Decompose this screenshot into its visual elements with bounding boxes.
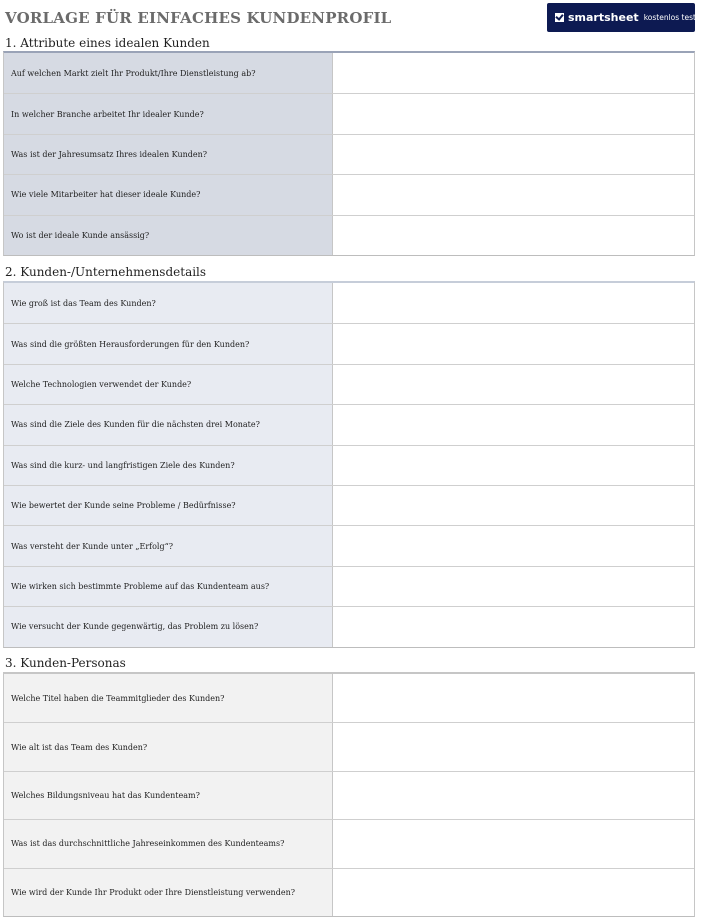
table-row — [4, 93, 694, 133]
table-row — [4, 868, 694, 916]
table-row — [4, 771, 694, 819]
customer-personas-table — [3, 672, 695, 917]
section-heading-ideal-customer-attributes: 1. Attribute eines idealen Kunden — [5, 36, 210, 50]
smartsheet-trial-button[interactable] — [547, 3, 705, 32]
question-label: Wie bewertet der Kunde seine Probleme / Bedürfnisse? — [4, 486, 333, 525]
ideal-customer-attributes-table — [3, 51, 695, 256]
question-label: In welcher Branche arbeitet Ihr idealer Kunde? — [4, 94, 333, 133]
answer-field[interactable] — [333, 820, 694, 867]
answer-field[interactable] — [333, 94, 694, 133]
table-row — [4, 215, 694, 255]
table-row — [4, 174, 694, 214]
answer-field[interactable] — [333, 772, 694, 819]
brand-name: smartsheet — [568, 11, 639, 24]
answer-field[interactable] — [333, 53, 694, 93]
answer-field[interactable] — [333, 446, 694, 485]
question-label: Auf welchen Markt zielt Ihr Produkt/Ihre Dienstleistung ab? — [4, 53, 333, 93]
section-heading-customer-personas: 3. Kunden-Personas — [5, 656, 126, 670]
answer-field[interactable] — [333, 723, 694, 770]
question-label: Wie viele Mitarbeiter hat dieser ideale Kunde? — [4, 175, 333, 214]
table-row — [4, 364, 694, 404]
question-label: Wie groß ist das Team des Kunden? — [4, 283, 333, 323]
question-label: Wo ist der ideale Kunde ansässig? — [4, 216, 333, 255]
question-label: Was sind die kurz- und langfristigen Ziele des Kunden? — [4, 446, 333, 485]
question-label: Welches Bildungsniveau hat das Kundenteam? — [4, 772, 333, 819]
table-row — [4, 53, 694, 93]
trial-label: kostenlos testen — [643, 13, 705, 22]
answer-field[interactable] — [333, 486, 694, 525]
table-row — [4, 445, 694, 485]
answer-field[interactable] — [333, 869, 694, 916]
answer-field[interactable] — [333, 674, 694, 722]
table-row — [4, 674, 694, 722]
answer-field[interactable] — [333, 607, 694, 646]
table-row — [4, 323, 694, 363]
section-heading-customer-company-details: 2. Kunden-/Unternehmensdetails — [5, 265, 207, 279]
question-label: Was ist der Jahresumsatz Ihres idealen Kunden? — [4, 135, 333, 174]
table-row — [4, 722, 694, 770]
answer-field[interactable] — [333, 526, 694, 565]
table-row — [4, 566, 694, 606]
table-row — [4, 283, 694, 323]
answer-field[interactable] — [333, 365, 694, 404]
answer-field[interactable] — [333, 135, 694, 174]
question-label: Was sind die Ziele des Kunden für die nächsten drei Monate? — [4, 405, 333, 444]
customer-company-details-table — [3, 281, 695, 648]
answer-field[interactable] — [333, 283, 694, 323]
question-label: Welche Titel haben die Teammitglieder des Kunden? — [4, 674, 333, 722]
question-label: Wie versucht der Kunde gegenwärtig, das Problem zu lösen? — [4, 607, 333, 646]
table-row — [4, 819, 694, 867]
question-label: Was versteht der Kunde unter „Erfolg“? — [4, 526, 333, 565]
question-label: Was ist das durchschnittliche Jahreseinkommen des Kundenteams? — [4, 820, 333, 867]
answer-field[interactable] — [333, 175, 694, 214]
page-title: VORLAGE FÜR EINFACHES KUNDENPROFIL — [5, 9, 392, 27]
answer-field[interactable] — [333, 567, 694, 606]
smartsheet-logo-icon — [555, 13, 564, 22]
table-row — [4, 485, 694, 525]
table-row — [4, 404, 694, 444]
question-label: Wie wirken sich bestimmte Probleme auf das Kundenteam aus? — [4, 567, 333, 606]
question-label: Wie alt ist das Team des Kunden? — [4, 723, 333, 770]
answer-field[interactable] — [333, 216, 694, 255]
question-label: Wie wird der Kunde Ihr Produkt oder Ihre Dienstleistung verwenden? — [4, 869, 333, 916]
answer-field[interactable] — [333, 324, 694, 363]
question-label: Welche Technologien verwendet der Kunde? — [4, 365, 333, 404]
table-row — [4, 134, 694, 174]
table-row — [4, 525, 694, 565]
question-label: Was sind die größten Herausforderungen für den Kunden? — [4, 324, 333, 363]
table-row — [4, 606, 694, 646]
answer-field[interactable] — [333, 405, 694, 444]
